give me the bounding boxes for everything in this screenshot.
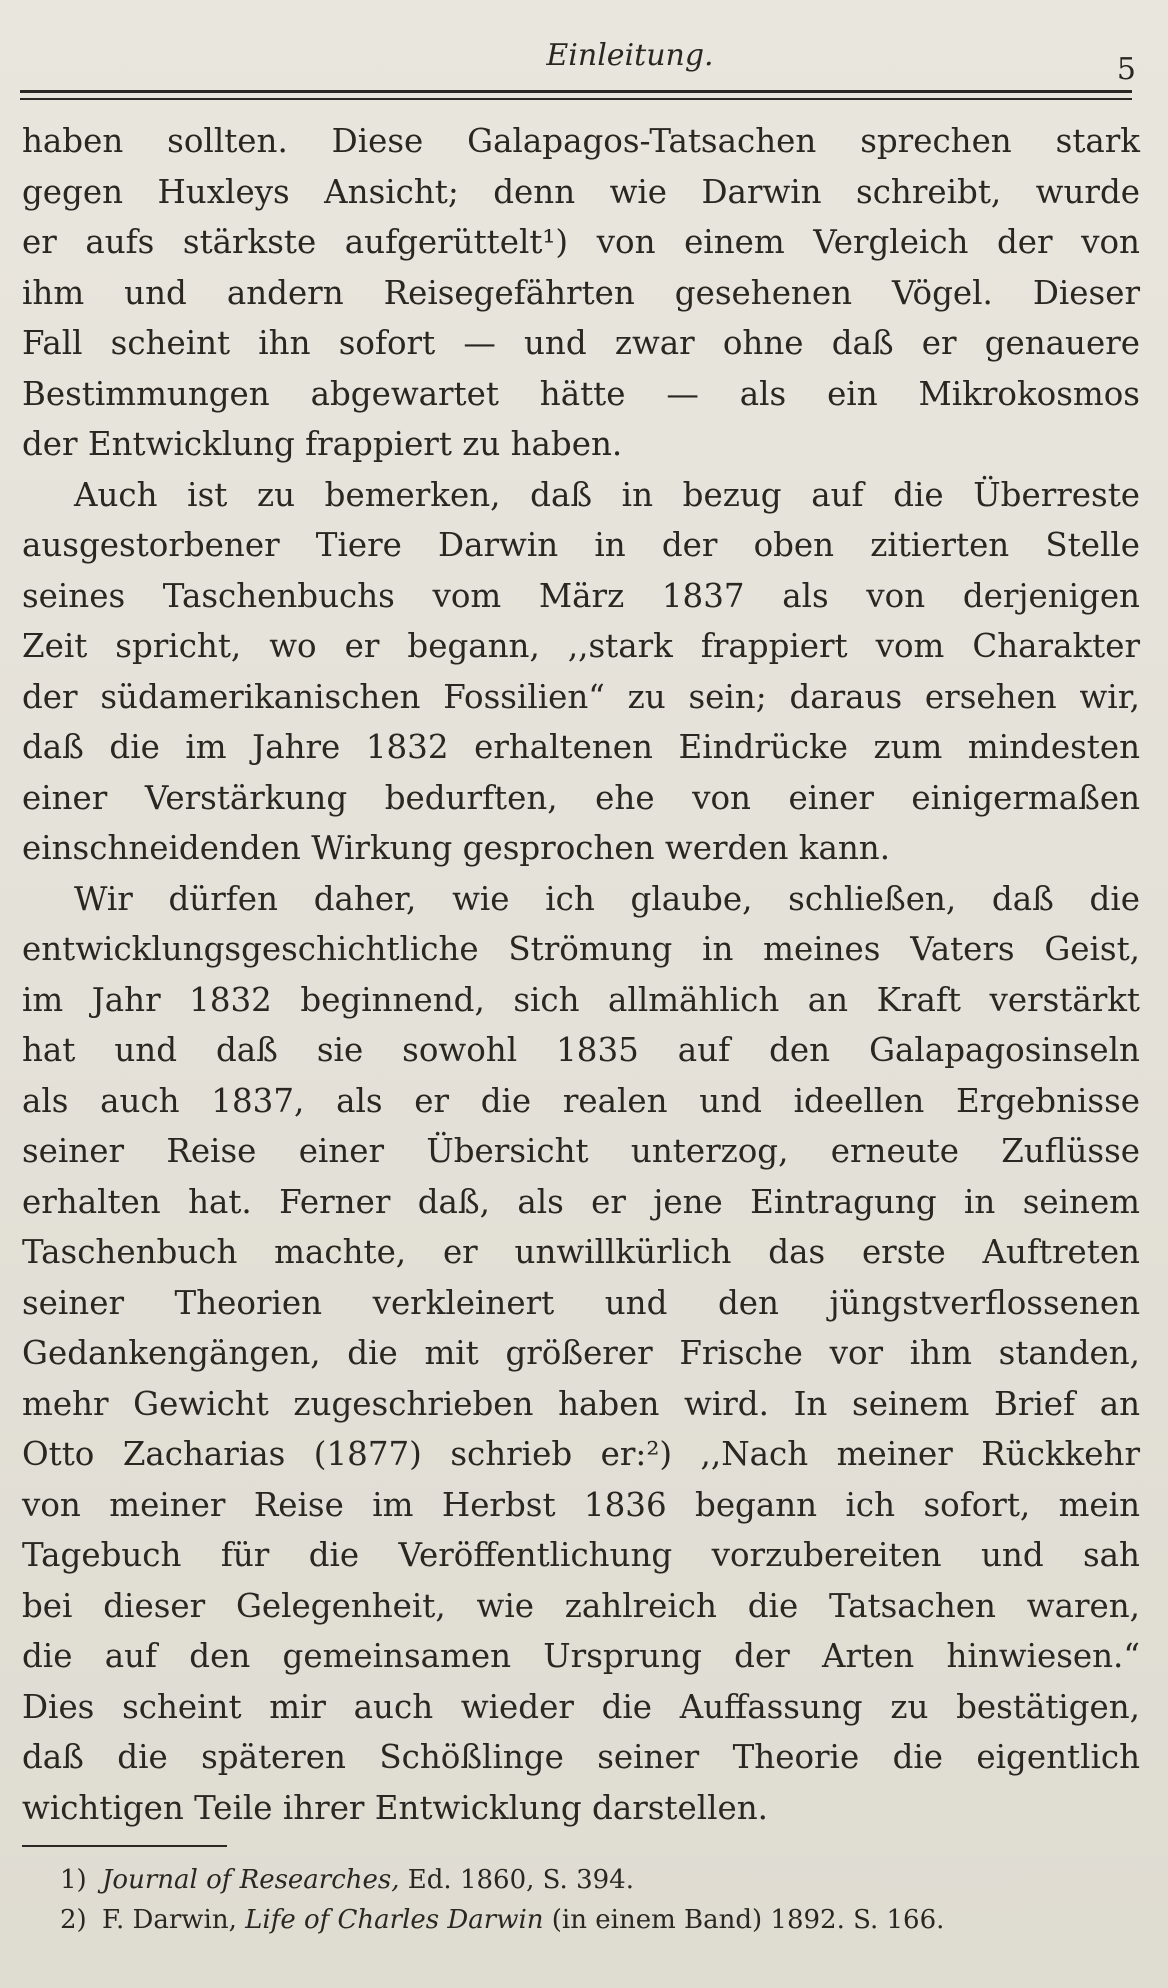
text-line: Zeit spricht, wo er begann, ,,stark frappiert vom Charakter bbox=[22, 627, 1140, 665]
text-line: als auch 1837, als er die realen und ideellen Ergebnisse bbox=[22, 1081, 1140, 1120]
body-text bbox=[22, 116, 1140, 1833]
text-line: seines Taschenbuchs vom März 1837 als von derjenigen bbox=[22, 576, 1140, 615]
running-head bbox=[0, 38, 1168, 87]
text-line: daß die im Jahre 1832 erhaltenen Eindrücke zum mindesten bbox=[22, 728, 1140, 766]
text-line: mehr Gewicht zugeschrieben haben wird. In seinem Brief an bbox=[22, 1384, 1140, 1423]
text-line: im Jahr 1832 beginnend, sich allmählich an Kraft verstärkt bbox=[22, 980, 1140, 1019]
text-line: haben sollten. Diese Galapagos-Tatsachen sprechen stark bbox=[22, 122, 1140, 160]
footnotes bbox=[60, 1860, 1140, 1940]
header-rule-thick bbox=[20, 90, 1132, 93]
footnote-text: Ed. 1860, S. 394. bbox=[399, 1865, 634, 1895]
text-line: erhalten hat. Ferner daß, als er jene Eintragung in seinem bbox=[22, 1182, 1140, 1221]
text-line: er aufs stärkste aufgerüttelt¹) von einem Vergleich der von bbox=[22, 223, 1140, 261]
text-line: entwicklungsgeschichtliche Strömung in meines Vaters Geist, bbox=[22, 930, 1140, 968]
text-line: Fall scheint ihn sofort — und zwar ohne daß er genauere bbox=[22, 324, 1140, 362]
footnote-marker: 2) bbox=[60, 1905, 87, 1935]
text-line: Auch ist zu bemerken, daß in bezug auf die Überreste bbox=[74, 475, 1140, 514]
text-line: Wir dürfen daher, wie ich glaube, schließen, daß die bbox=[74, 879, 1140, 918]
text-line: Tagebuch für die Veröffentlichung vorzubereiten und sah bbox=[22, 1536, 1140, 1574]
text-line: Taschenbuch machte, er unwillkürlich das erste Auftreten bbox=[22, 1233, 1140, 1271]
footnote-rule bbox=[22, 1845, 227, 1847]
footnote-2 bbox=[60, 1900, 1140, 1940]
text-line: Otto Zacharias (1877) schrieb er:²) ,,Nach meiner Rückkehr bbox=[22, 1435, 1140, 1473]
footnote-marker: 1) bbox=[60, 1865, 87, 1895]
footnote-title: Journal of Researches, bbox=[102, 1865, 400, 1895]
text-line: ihm und andern Reisegefährten gesehenen Vögel. Dieser bbox=[22, 273, 1140, 312]
text-line: die auf den gemeinsamen Ursprung der Arten hinwiesen.“ bbox=[22, 1637, 1140, 1675]
text-line: der Entwicklung frappiert zu haben. bbox=[22, 425, 623, 463]
text-line: Bestimmungen abgewartet hätte — als ein Mikrokosmos bbox=[22, 374, 1140, 413]
text-line: daß die späteren Schößlinge seiner Theorie die eigentlich bbox=[22, 1738, 1140, 1776]
running-title: Einleitung. bbox=[546, 38, 714, 73]
text-line: seiner Reise einer Übersicht unterzog, erneute Zuflüsse bbox=[22, 1132, 1140, 1170]
footnote-prefix: F. Darwin, bbox=[102, 1905, 246, 1935]
footnote-text: (in einem Band) 1892. S. 166. bbox=[543, 1905, 945, 1935]
text-line: von meiner Reise im Herbst 1836 begann ich sofort, mein bbox=[22, 1485, 1140, 1524]
text-line: einer Verstärkung bedurften, ehe von einer einigermaßen bbox=[22, 778, 1140, 817]
page-number: 5 bbox=[1116, 52, 1136, 87]
text-line: hat und daß sie sowohl 1835 auf den Galapagosinseln bbox=[22, 1031, 1140, 1069]
header-rule-thin bbox=[20, 98, 1132, 100]
text-line: gegen Huxleys Ansicht; denn wie Darwin schreibt, wurde bbox=[22, 172, 1140, 211]
text-line: einschneidenden Wirkung gesprochen werden kann. bbox=[22, 829, 891, 867]
text-line: Dies scheint mir auch wieder die Auffassung zu bestätigen, bbox=[22, 1687, 1140, 1726]
text-line: seiner Theorien verkleinert und den jüngstverflossenen bbox=[22, 1283, 1140, 1322]
footnote-title: Life of Charles Darwin bbox=[245, 1905, 544, 1935]
text-line: bei dieser Gelegenheit, wie zahlreich die Tatsachen waren, bbox=[22, 1586, 1140, 1625]
text-line: der südamerikanischen Fossilien“ zu sein; daraus ersehen wir, bbox=[22, 677, 1140, 716]
footnote-1 bbox=[60, 1860, 1140, 1900]
text-line: wichtigen Teile ihrer Entwicklung darstellen. bbox=[22, 1788, 768, 1827]
text-line: ausgestorbener Tiere Darwin in der oben zitierten Stelle bbox=[22, 526, 1140, 564]
text-line: Gedankengängen, die mit größerer Frische vor ihm standen, bbox=[22, 1334, 1140, 1372]
